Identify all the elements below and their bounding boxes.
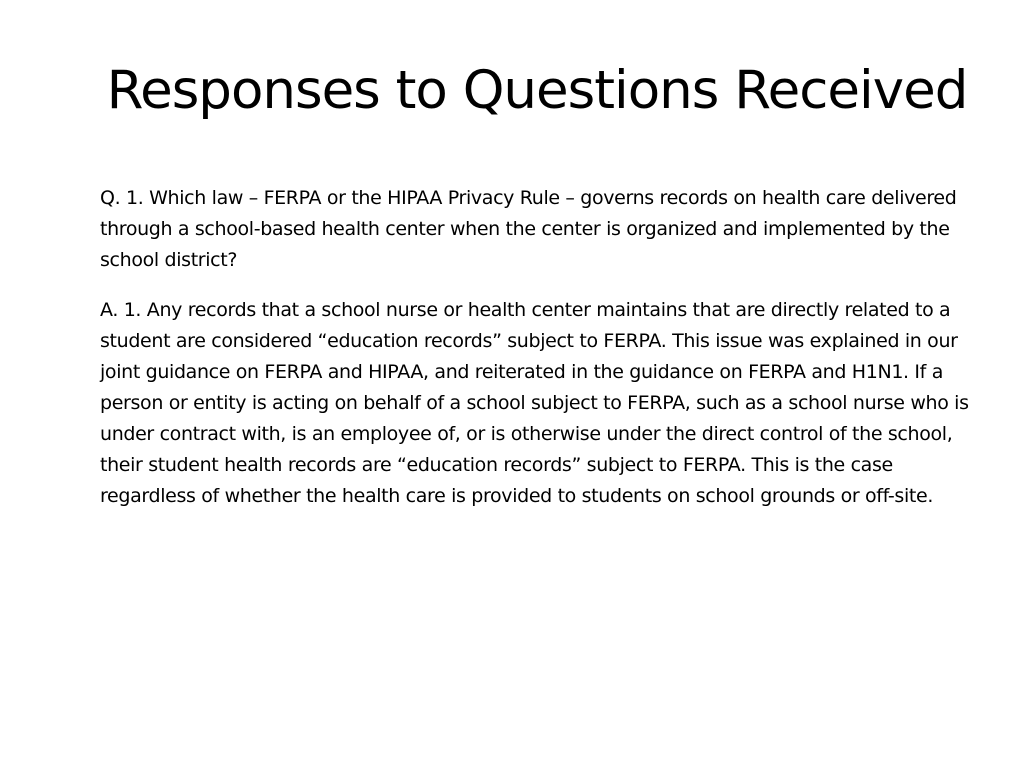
slide-body	[100, 183, 970, 531]
question-paragraph: Q. 1. Which law – FERPA or the HIPAA Privacy Rule – governs records on health care delivered through a school-based health center when the center is organized and implemented by the school district?	[100, 187, 957, 271]
slide-title: Responses to Questions Received	[106, 60, 968, 121]
answer-paragraph: A. 1. Any records that a school nurse or health center maintains that are directly related to a student are considered “education records” subject to FERPA. This issue was explained in our joint guidance on FERPA and HIPAA, and reiterated in the guidance on FERPA and H1N1. If a person or entity is acting on behalf of a school subject to FERPA, such as a school nurse who is under contract with, is an employee of, or is otherwise under the direct control of the school, their student health records are “education records” subject to FERPA. This is the case regardless of whether the health care is provided to students on school grounds or off-site.	[100, 299, 969, 507]
